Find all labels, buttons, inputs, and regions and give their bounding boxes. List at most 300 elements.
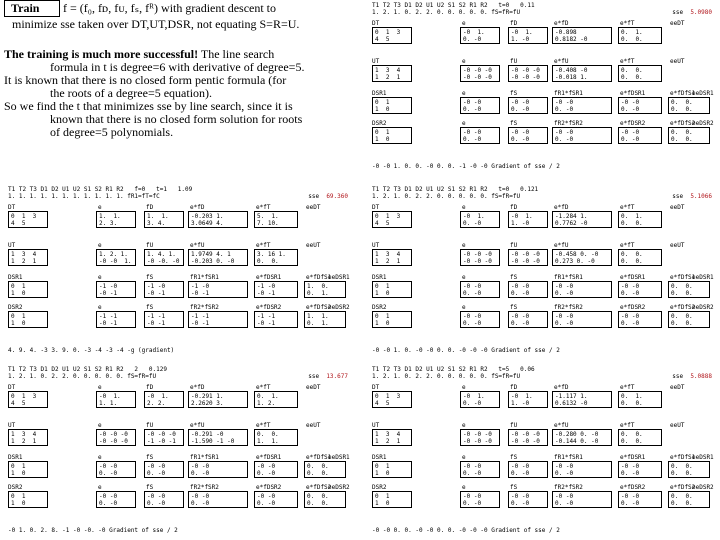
row-label: DT [8, 384, 16, 391]
column-header: fD [146, 204, 154, 211]
matrix-box: 0. 0. 1. 1. [254, 429, 298, 446]
p3-c: of degree=5 polynomials. [50, 125, 174, 139]
column-header: e*fT [620, 422, 635, 429]
title-line [4, 0, 354, 17]
matrix-box: -0 -0 0. -0 [552, 97, 612, 114]
column-header: e [462, 454, 466, 461]
row-label: DSR1 [8, 454, 23, 461]
column-header: e*fD [554, 20, 569, 27]
column-header: e*fDSR1 [620, 90, 646, 97]
column-header: eeDSR2 [328, 304, 350, 311]
p1-rest: The line search [198, 47, 275, 61]
column-header: e*fDSR2 [256, 304, 282, 311]
column-header: fU [146, 422, 154, 429]
column-header: e*fDfS1 [306, 454, 332, 461]
column-header: fS [510, 274, 518, 281]
row-label: UT [8, 242, 16, 249]
matrix-box: -0 -0 0. -0 [508, 311, 548, 328]
column-header: e*fDfS2 [670, 484, 696, 491]
row-label: DSR2 [372, 304, 387, 311]
column-header: e*fT [620, 58, 635, 65]
row-label: UT [372, 422, 380, 429]
column-header: e [98, 422, 102, 429]
matrix-box: -0 -0 -0 -0 -0 -0 [460, 65, 500, 82]
sse-value: 5.1066 [690, 193, 712, 200]
matrix-box: 0 1 1 0 [8, 491, 48, 508]
matrix-box: 0 1 3 4 5 [372, 27, 412, 44]
column-header: eeDT [670, 384, 685, 391]
panel-2 [8, 186, 348, 354]
matrix-box: -0 -0 0. -0 [144, 461, 184, 478]
column-header: e*fD [554, 384, 569, 391]
matrix-box: -0 -0 0. -0 [460, 491, 500, 508]
matrix-box: 0 1 1 0 [8, 461, 48, 478]
matrix-box: -0 -0 0. -0 [618, 461, 662, 478]
column-header: fR2*fSR2 [190, 484, 219, 491]
matrix-row-dt [8, 204, 348, 234]
panel-header: T1 T2 T3 D1 D2 U1 U2 S1 S2 R1 R2 t=0 0.11 1. 2. 1. 0. 2. 2. 0. 0. 0. 0. 0. fS=fR=fU [372, 2, 535, 16]
row-label: DSR2 [372, 120, 387, 127]
column-header: fS [510, 304, 518, 311]
column-header: e [462, 204, 466, 211]
matrix-box: 0. 1. 1. 2. [254, 391, 298, 408]
column-header: fU [510, 242, 518, 249]
column-header: fR1*fSR1 [190, 274, 219, 281]
matrix-box: -0 -0 0. -0 [460, 127, 500, 144]
sse-readout [672, 9, 712, 16]
matrix-box: 0. 1. 0. 0. [618, 27, 662, 44]
matrix-row-ut [8, 422, 348, 452]
matrix-box: 1. 4. 1. -0 -0. -0 [144, 249, 184, 266]
column-header: fU [510, 58, 518, 65]
column-header: eeDT [670, 204, 685, 211]
column-header: fS [146, 454, 154, 461]
column-header: eeUT [670, 422, 685, 429]
matrix-box: -0.203 1. 3.0649 4. [188, 211, 248, 228]
panel-header: T1 T2 T3 D1 D2 U1 U2 S1 S2 R1 R2 t=0 0.121 1. 2. 1. 0. 2. 2. 0. 0. 0. 0. 0. fS=fR=fU [372, 186, 539, 200]
matrix-box: -1.284 1. 0.7762 -0 [552, 211, 612, 228]
column-header: e*fT [620, 20, 635, 27]
gradient-footer: -0 -0 1. 0. -0 -0 0. 0. -0 -0 -0 Gradient of sse / 2 [372, 347, 560, 354]
matrix-box: -0 1. 0. -0 [460, 27, 500, 44]
panel-1 [372, 2, 712, 170]
column-header: fR1*fSR1 [554, 90, 583, 97]
column-header: eeDSR1 [692, 454, 714, 461]
sse-readout [308, 193, 348, 200]
matrix-box: 0 1 1 0 [8, 281, 48, 298]
column-header: e*fDfS2 [306, 304, 332, 311]
row-label: UT [372, 242, 380, 249]
column-header: eeDSR1 [692, 90, 714, 97]
matrix-box: 1 3 4 1 2 1 [372, 65, 412, 82]
column-header: e [462, 384, 466, 391]
column-header: e*fT [620, 204, 635, 211]
matrix-box: -0 -0 0. -0 [552, 491, 612, 508]
matrix-box: -0 -0 0. -0 [508, 127, 548, 144]
matrix-row-dt [8, 384, 348, 414]
matrix-box: 0 1 3 4 5 [8, 391, 48, 408]
matrix-box: -0 -0 0. -0 [552, 311, 612, 328]
column-header: eeDSR1 [328, 454, 350, 461]
matrix-box: 0 1 3 4 5 [372, 391, 412, 408]
matrix-box: -0 -0 0. -0 [508, 461, 548, 478]
matrix-row-dsr1 [372, 274, 712, 304]
matrix-box: -0 -0 0. -0 [460, 281, 500, 298]
p1-bold: The training is much more successful! [4, 47, 199, 61]
matrix-row-dsr1 [372, 90, 712, 120]
matrix-box: -0 -0 0. -0 [552, 281, 612, 298]
matrix-box: -0 -0 0. -0 [254, 461, 298, 478]
matrix-box: -0 -0 0. -0 [618, 127, 662, 144]
column-header: e*fDSR1 [620, 274, 646, 281]
matrix-box: -0 1. 1. -0 [508, 391, 548, 408]
matrix-box: 0 1 1 0 [372, 461, 412, 478]
column-header: fD [146, 384, 154, 391]
matrix-box: 0. 0. 0. 0. [304, 491, 346, 508]
matrix-box: -0 -0 -0 -0 -0 -0 [460, 249, 500, 266]
matrix-box: 1 3 4 1 2 1 [8, 429, 48, 446]
matrix-box: -0 -0 0. -0 [618, 311, 662, 328]
column-header: fS [510, 454, 518, 461]
column-header: fS [510, 90, 518, 97]
row-label: DSR1 [8, 274, 23, 281]
sse-readout [308, 373, 348, 380]
row-label: DSR1 [372, 90, 387, 97]
matrix-box: -0 -0 0. -0 [460, 97, 500, 114]
column-header: fR1*fSR1 [190, 454, 219, 461]
sse-value: 5.0980 [690, 9, 712, 16]
matrix-box: 1. 2. 1. -0 -0 1. [96, 249, 136, 266]
column-header: eeUT [670, 242, 685, 249]
panel-4 [8, 366, 348, 534]
paragraph-3 [4, 100, 354, 139]
matrix-box: -0 1. 0. -0 [460, 211, 500, 228]
sse-readout [672, 193, 712, 200]
matrix-box: 1 3 4 1 2 1 [372, 249, 412, 266]
matrix-box: -0.291 -0 -1.590 -1 -0 [188, 429, 248, 446]
matrix-box: -1 -0 -0 -1 [96, 281, 136, 298]
column-header: eeUT [670, 58, 685, 65]
matrix-box: 0 1 1 0 [8, 311, 48, 328]
column-header: e [462, 20, 466, 27]
panel-header: T1 T2 T3 D1 D2 U1 U2 S1 S2 R1 R2 f=0 t=1 1.09 1. 1. 1. 1. 1. 1. 1. 1. 1. 1. 1. fR1=fT=fC [8, 186, 193, 200]
matrix-row-dt [372, 204, 712, 234]
matrix-row-ut [372, 58, 712, 88]
column-header: eeDSR1 [692, 274, 714, 281]
column-header: fS [510, 484, 518, 491]
matrix-box: -1 -1 -0 -1 [254, 311, 298, 328]
column-header: fS [146, 304, 154, 311]
column-header: e*fT [256, 204, 271, 211]
matrix-row-dsr2 [372, 120, 712, 150]
column-header: e*fU [190, 242, 205, 249]
matrix-box: 1. 1. 3. 4. [144, 211, 184, 228]
p3-b: known that there is no closed form solution for roots [50, 112, 303, 126]
matrix-row-ut [372, 242, 712, 272]
panel-5 [372, 366, 712, 534]
row-label: DSR2 [8, 304, 23, 311]
matrix-box: -1 -0 -0 -1 [254, 281, 298, 298]
sse-label: sse [672, 9, 691, 16]
matrix-box: -0 -0 0. -0 [618, 491, 662, 508]
row-label: DT [372, 204, 380, 211]
column-header: eeDT [306, 384, 321, 391]
column-header: e*fU [554, 242, 569, 249]
matrix-row-dsr1 [8, 274, 348, 304]
matrix-box: -0 1. 0. -0 [460, 391, 500, 408]
matrix-box: -0.898 0.8182 -0 [552, 27, 612, 44]
matrix-box: -1.117 1. 0.6132 -0 [552, 391, 612, 408]
gradient-footer: 4. 9. 4. -3 3. 9. 0. -3 -4 -3 -4 -g (gradient) [8, 347, 175, 354]
column-header: fR2*fSR2 [554, 304, 583, 311]
matrix-box: 0 1 1 0 [372, 127, 412, 144]
matrix-box: 0. 0. 0. 0. [668, 127, 710, 144]
column-header: e [98, 274, 102, 281]
matrix-box: -0 1. 2. 2. [144, 391, 184, 408]
matrix-box: -0 -0 -0 -0 -0 -0 [508, 249, 548, 266]
matrix-row-dsr2 [372, 304, 712, 334]
matrix-box: -0.291 1. 2.2620 3. [188, 391, 248, 408]
panel-header: T1 T2 T3 D1 D2 U1 U2 S1 S2 R1 R2 2 0.129 1. 2. 1. 0. 2. 2. 0. 0. 0. 0. 0. fS=fR=fU [8, 366, 167, 380]
matrix-box: 0. 0. 0. 0. [304, 461, 346, 478]
column-header: eeDSR2 [692, 120, 714, 127]
matrix-box: -0 -0 0. -0 [618, 281, 662, 298]
p1-cont: formula in t is degree=6 with derivative of degree=5. [50, 60, 305, 74]
column-header: e*fDSR1 [256, 274, 282, 281]
sse-readout [672, 373, 712, 380]
column-header: e*fDfS2 [670, 120, 696, 127]
column-header: fU [510, 422, 518, 429]
matrix-box: 0. 0. 0. 0. [618, 65, 662, 82]
matrix-box: 0 1 1 0 [372, 97, 412, 114]
title-formula: f = (f₀, fᴅ, fᴜ, fₛ, fᴿ) with gradient descent to [63, 1, 277, 15]
row-label: UT [372, 58, 380, 65]
column-header: fD [510, 204, 518, 211]
matrix-box: -1 -1 -0 -1 [96, 311, 136, 328]
column-header: fS [146, 274, 154, 281]
column-header: e*fT [256, 242, 271, 249]
column-header: e*fDSR2 [620, 304, 646, 311]
matrix-box: 0 1 1 0 [372, 311, 412, 328]
sse-value: 13.677 [326, 373, 348, 380]
matrix-box: -0 -0 0. -0 [144, 491, 184, 508]
column-header: eeDT [670, 20, 685, 27]
column-header: fD [510, 20, 518, 27]
row-label: DSR1 [372, 274, 387, 281]
matrix-box: -1 -1 -0 -1 [188, 311, 248, 328]
column-header: e [462, 242, 466, 249]
matrix-box: 0. 0. 0. 0. [668, 491, 710, 508]
column-header: e [98, 384, 102, 391]
matrix-box: -0 -0 0. -0 [96, 461, 136, 478]
column-header: e*fD [190, 384, 205, 391]
column-header: e [98, 204, 102, 211]
matrix-box: 0 1 3 4 5 [8, 211, 48, 228]
matrix-box: 1 3 4 1 2 1 [8, 249, 48, 266]
row-label: DT [8, 204, 16, 211]
row-label: DSR1 [372, 454, 387, 461]
matrix-box: 0. 1. 0. 0. [618, 391, 662, 408]
matrix-box: -0 -0 0. -0 [508, 281, 548, 298]
matrix-box: -0 -0 -0 -0 -0 -0 [508, 65, 548, 82]
gradient-footer: -0 1. 0. 2. 8. -1 -0 -0. -0 Gradient of sse / 2 [8, 527, 178, 534]
column-header: eeUT [306, 422, 321, 429]
matrix-box: 5. 1. 7. 10. [254, 211, 298, 228]
matrix-box: -1 -0 -0 -1 [188, 281, 248, 298]
matrix-box: -0 1. 1. -0 [508, 211, 548, 228]
p2-b: the roots of a degree=5 equation). [50, 86, 213, 100]
column-header: eeDSR1 [328, 274, 350, 281]
column-header: fS [510, 120, 518, 127]
column-header: e*fDSR2 [620, 484, 646, 491]
p3-a: So we find the t that minimizes sse by line search, since it is [4, 99, 293, 113]
matrix-box: 0. 0. 0. 0. [618, 249, 662, 266]
matrix-box: 0. 0. 0. 0. [668, 281, 710, 298]
matrix-row-dsr2 [372, 484, 712, 514]
matrix-box: -0.458 0. -0 0.273 0. -0 [552, 249, 612, 266]
sse-label: sse [672, 373, 691, 380]
sse-label: sse [308, 193, 327, 200]
column-header: eeDSR2 [692, 304, 714, 311]
column-header: e*fT [620, 384, 635, 391]
column-header: fR1*fSR1 [554, 274, 583, 281]
panel-header: T1 T2 T3 D1 D2 U1 U2 S1 S2 R1 R2 t=5 0.06 1. 2. 1. 0. 2. 2. 0. 0. 0. 0. 0. fS=fR=fU [372, 366, 535, 380]
matrix-box: -0 1. 1. -0 [508, 27, 548, 44]
column-header: fR2*fSR2 [554, 484, 583, 491]
column-header: e*fD [554, 204, 569, 211]
matrix-box: 0. 0. 0. 0. [618, 429, 662, 446]
column-header: e*fDfS2 [670, 304, 696, 311]
paragraph-1 [4, 48, 354, 74]
column-header: e*fT [256, 384, 271, 391]
column-header: e*fDfS1 [670, 274, 696, 281]
matrix-box: 0. 0. 0. 0. [668, 461, 710, 478]
matrix-box: 0 1 1 0 [372, 491, 412, 508]
column-header: e [462, 484, 466, 491]
column-header: e*fDSR1 [620, 454, 646, 461]
column-header: e [462, 120, 466, 127]
matrix-box: 1. 0. 0. 1. [304, 281, 346, 298]
matrix-box: 0 1 1 0 [372, 281, 412, 298]
column-header: e*fD [190, 204, 205, 211]
column-header: fR1*fSR1 [554, 454, 583, 461]
row-label: UT [8, 422, 16, 429]
matrix-row-ut [372, 422, 712, 452]
column-header: e*fDfS1 [670, 90, 696, 97]
column-header: eeDSR2 [692, 484, 714, 491]
column-header: e*fT [256, 422, 271, 429]
column-header: e*fDSR2 [256, 484, 282, 491]
matrix-box: 1. 1. 0. 1. [304, 311, 346, 328]
matrix-box: 1.9749 4. 1 -0.203 0. -0 [188, 249, 248, 266]
column-header: e*fDfS1 [670, 454, 696, 461]
paragraph-2 [4, 74, 354, 100]
p2-a: It is known that there is no closed form pentic formula (for [4, 73, 287, 87]
column-header: e*fT [620, 242, 635, 249]
matrix-box: -0 -0 0. -0 [552, 461, 612, 478]
column-header: fD [510, 384, 518, 391]
matrix-box: 3. 16 1. 0. 0. [254, 249, 298, 266]
matrix-box: -0 -0 0. -0 [552, 127, 612, 144]
matrix-box: -0 -0 0. -0 [508, 491, 548, 508]
matrix-row-ut [8, 242, 348, 272]
matrix-box: 1 3 4 1 2 1 [372, 429, 412, 446]
matrix-box: 0. 0. 0. 0. [668, 311, 710, 328]
matrix-box: -0 -0 0. -0 [460, 311, 500, 328]
column-header: e [462, 58, 466, 65]
matrix-box: -1 -0 -0 -1 [144, 281, 184, 298]
column-header: e [98, 242, 102, 249]
row-label: DSR2 [8, 484, 23, 491]
matrix-box: -0 1. 1. 1. [96, 391, 136, 408]
matrix-row-dsr2 [8, 484, 348, 514]
column-header: e*fU [554, 422, 569, 429]
matrix-box: -0 -0 0. -0 [188, 461, 248, 478]
column-header: e [462, 422, 466, 429]
column-header: eeDT [306, 204, 321, 211]
sse-label: sse [672, 193, 691, 200]
column-header: e [98, 304, 102, 311]
matrix-row-dt [372, 20, 712, 50]
sse-value: 5.0888 [690, 373, 712, 380]
matrix-box: -0.408 -0 -0.018 1. [552, 65, 612, 82]
sse-value: 69.360 [326, 193, 348, 200]
matrix-row-dsr1 [372, 454, 712, 484]
title-label: Train [4, 0, 60, 17]
column-header: e [462, 304, 466, 311]
matrix-box: 0 1 3 4 5 [372, 211, 412, 228]
matrix-box: -0 -0 -0 -0 -0 -0 [96, 429, 136, 446]
column-header: fS [146, 484, 154, 491]
matrix-box: 0. 0. 0. 0. [668, 97, 710, 114]
column-header: e*fDSR2 [620, 120, 646, 127]
matrix-box: 1. 1. 2. 3. [96, 211, 136, 228]
column-header: e*fDfS2 [306, 484, 332, 491]
matrix-box: -0.280 0. -0 -0.144 0. -0 [552, 429, 612, 446]
column-header: fR2*fSR2 [554, 120, 583, 127]
column-header: e*fU [554, 58, 569, 65]
matrix-box: -1 -1 -0 -1 [144, 311, 184, 328]
column-header: eeDSR2 [328, 484, 350, 491]
column-header: e*fDSR1 [256, 454, 282, 461]
gradient-footer: -0 -0 0. 0. -0 -0 0. 0. -0 -0 -0 Gradient of sse / 2 [372, 527, 560, 534]
matrix-box: -0 -0 0. -0 [254, 491, 298, 508]
column-header: e [98, 454, 102, 461]
column-header: e [462, 90, 466, 97]
matrix-box: -0 -0 -0 -0 -0 -0 [508, 429, 548, 446]
matrix-box: -0 -0 -0 -0 -0 -0 [460, 429, 500, 446]
column-header: e*fDfS1 [306, 274, 332, 281]
column-header: eeUT [306, 242, 321, 249]
matrix-row-dsr1 [8, 454, 348, 484]
title-line2: minimize sse taken over DT,UT,DSR, not equating S=R=U. [12, 17, 300, 31]
column-header: fU [146, 242, 154, 249]
panel-3 [372, 186, 712, 354]
explanation-text [4, 0, 354, 139]
sse-label: sse [308, 373, 327, 380]
column-header: e*fU [190, 422, 205, 429]
matrix-box: -0 -0 -0 -1 -0 -1 [144, 429, 184, 446]
row-label: DT [372, 384, 380, 391]
column-header: e [462, 274, 466, 281]
column-header: e [98, 484, 102, 491]
column-header: fR2*fSR2 [190, 304, 219, 311]
matrix-box: -0 -0 0. -0 [96, 491, 136, 508]
matrix-row-dt [372, 384, 712, 414]
matrix-box: -0 -0 0. -0 [460, 461, 500, 478]
row-label: DT [372, 20, 380, 27]
row-label: DSR2 [372, 484, 387, 491]
